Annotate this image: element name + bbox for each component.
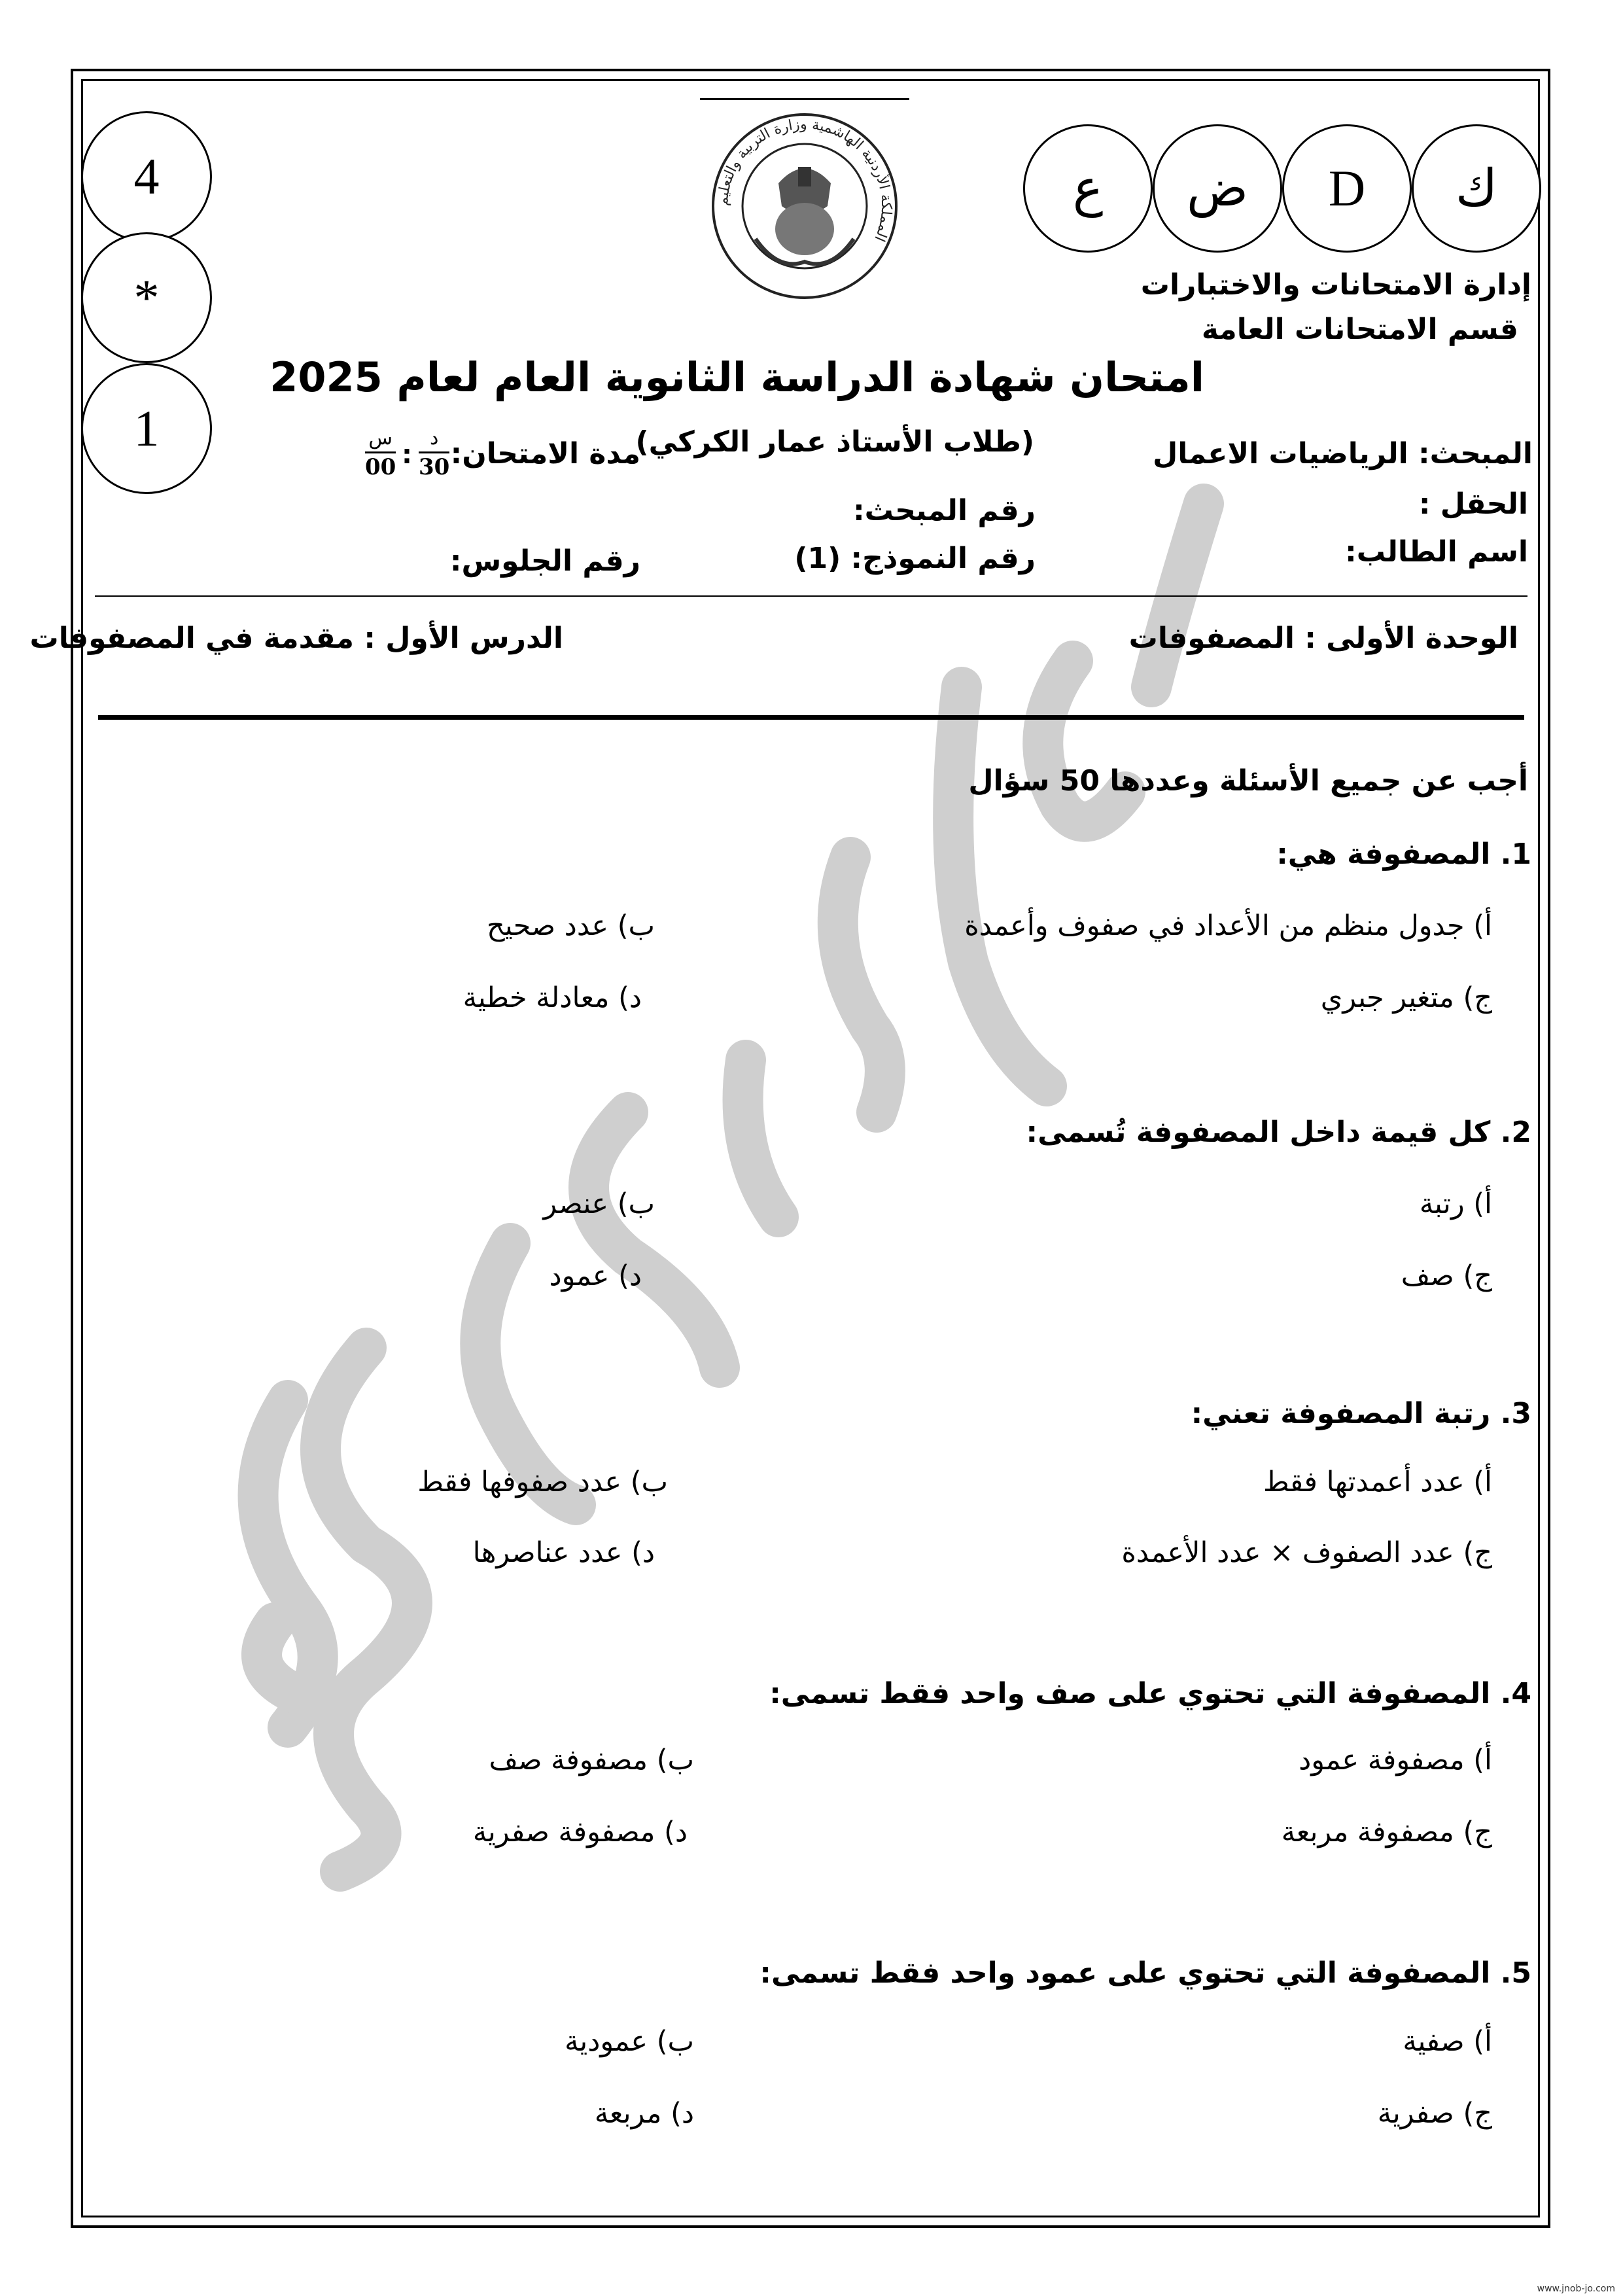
duration-minutes-unit: د (419, 425, 449, 453)
circle-right-4 (1023, 124, 1153, 253)
circle-left-2-text: * (133, 269, 160, 326)
question-4-option-a[interactable]: أ) مصفوفة عمود (1299, 1744, 1492, 1776)
question-3-option-c[interactable]: ج) عدد الصفوف × عدد الأعمدة (1121, 1536, 1492, 1569)
circle-left-3 (81, 363, 212, 494)
duration-separator: : (402, 440, 412, 470)
duration-label: مدة الامتحان: (450, 437, 640, 470)
section-divider (98, 715, 1524, 720)
question-1-option-c[interactable]: ج) متغير جبري (1320, 981, 1492, 1014)
circle-right-4-text: ع (1072, 160, 1104, 217)
svg-text:المملكة الأردنية الهاشمية وزار: المملكة الأردنية الهاشمية وزارة التربية والتعليم (714, 116, 895, 244)
question-4-option-d[interactable]: د) مصفوفة صفرية (472, 1816, 688, 1848)
question-1-option-d[interactable]: د) معادلة خطية (462, 981, 642, 1014)
field-label: الحقل : (1418, 487, 1528, 521)
unit-title: الوحدة الأولى : المصفوفات (1128, 622, 1518, 655)
question-1-option-a[interactable]: أ) جدول منظم من الأعداد في صفوف وأعمدة (964, 910, 1492, 942)
circle-left-1-text: 4 (133, 148, 160, 205)
question-2-option-a[interactable]: أ) رتبة (1419, 1188, 1492, 1220)
lesson-title: الدرس الأول : مقدمة في المصفوفات (29, 622, 563, 655)
seal-top-line (700, 98, 909, 100)
question-5-option-d[interactable]: د) مربعة (594, 2097, 694, 2130)
question-5-option-a[interactable]: أ) صفية (1403, 2025, 1492, 2058)
circle-left-3-text: 1 (133, 400, 160, 457)
question-3-option-d[interactable]: د) عدد عناصرها (472, 1536, 655, 1569)
circle-right-2-text: D (1328, 160, 1366, 217)
circle-left-2 (81, 232, 212, 363)
duration-hours-unit: س (365, 425, 396, 453)
subject-number-label: رقم المبحث: (853, 494, 1036, 527)
footer-website: www.jnob-jo.com (1537, 2284, 1615, 2294)
section-name: قسم الامتحانات العامة (1201, 313, 1518, 346)
duration-minutes (419, 425, 449, 481)
circle-left-1 (81, 111, 212, 242)
question-2-text: 2. كل قيمة داخل المصفوفة تُسمى: (1026, 1116, 1531, 1149)
ministry-seal-emblem (707, 108, 903, 304)
circle-right-2 (1282, 124, 1412, 253)
question-3-option-a[interactable]: أ) عدد أعمدتها فقط (1263, 1466, 1492, 1498)
question-5-text: 5. المصفوفة التي تحتوي على عمود واحد فقط تسمى: (759, 1956, 1531, 1990)
subject-label: المبحث: الرياضيات الاعمال (1153, 437, 1533, 470)
question-4-option-b[interactable]: ب) مصفوفة صف (489, 1744, 694, 1776)
circle-right-3-text: ض (1186, 160, 1249, 217)
question-5-option-b[interactable]: ب) عمودية (565, 2025, 694, 2058)
question-3-option-b[interactable]: ب) عدد صفوفها فقط (417, 1466, 668, 1498)
question-4-text: 4. المصفوفة التي تحتوي على صف واحد فقط تسمى: (769, 1677, 1531, 1710)
duration-minutes-value: 30 (419, 454, 450, 480)
question-4-option-c[interactable]: ج) مصفوفة مربعة (1281, 1816, 1492, 1848)
question-2-option-b[interactable]: ب) عنصر (543, 1188, 655, 1220)
circle-right-1-text: ك (1455, 160, 1498, 217)
question-1-option-b[interactable]: ب) عدد صحيح (487, 910, 655, 942)
duration-hours-value: 00 (365, 454, 396, 480)
circle-right-3 (1153, 124, 1282, 253)
header-divider (95, 595, 1527, 597)
instructions: أجب عن جميع الأسئلة وعددها 50 سؤال (968, 764, 1528, 798)
teacher-name: (طلاب الأستاذ عمار الكركي) (635, 425, 1034, 459)
model-number-label: رقم النموذج: (1) (794, 542, 1036, 575)
duration-hours (365, 425, 396, 481)
question-3-text: 3. رتبة المصفوفة تعني: (1191, 1397, 1531, 1430)
exam-title: امتحان شهادة الدراسة الثانوية العام لعام 2025 (270, 353, 1204, 401)
department-name: إدارة الامتحانات والاختبارات (1140, 268, 1531, 302)
question-5-option-c[interactable]: ج) صفرية (1377, 2097, 1492, 2130)
question-2-option-c[interactable]: ج) صف (1401, 1260, 1492, 1292)
question-2-option-d[interactable]: د) عمود (549, 1260, 642, 1292)
question-1-text: 1. المصفوفة هي: (1276, 838, 1531, 871)
circle-right-1 (1412, 124, 1541, 253)
seat-number-label: رقم الجلوس: (449, 544, 640, 578)
student-name-label: اسم الطالب: (1345, 535, 1528, 569)
